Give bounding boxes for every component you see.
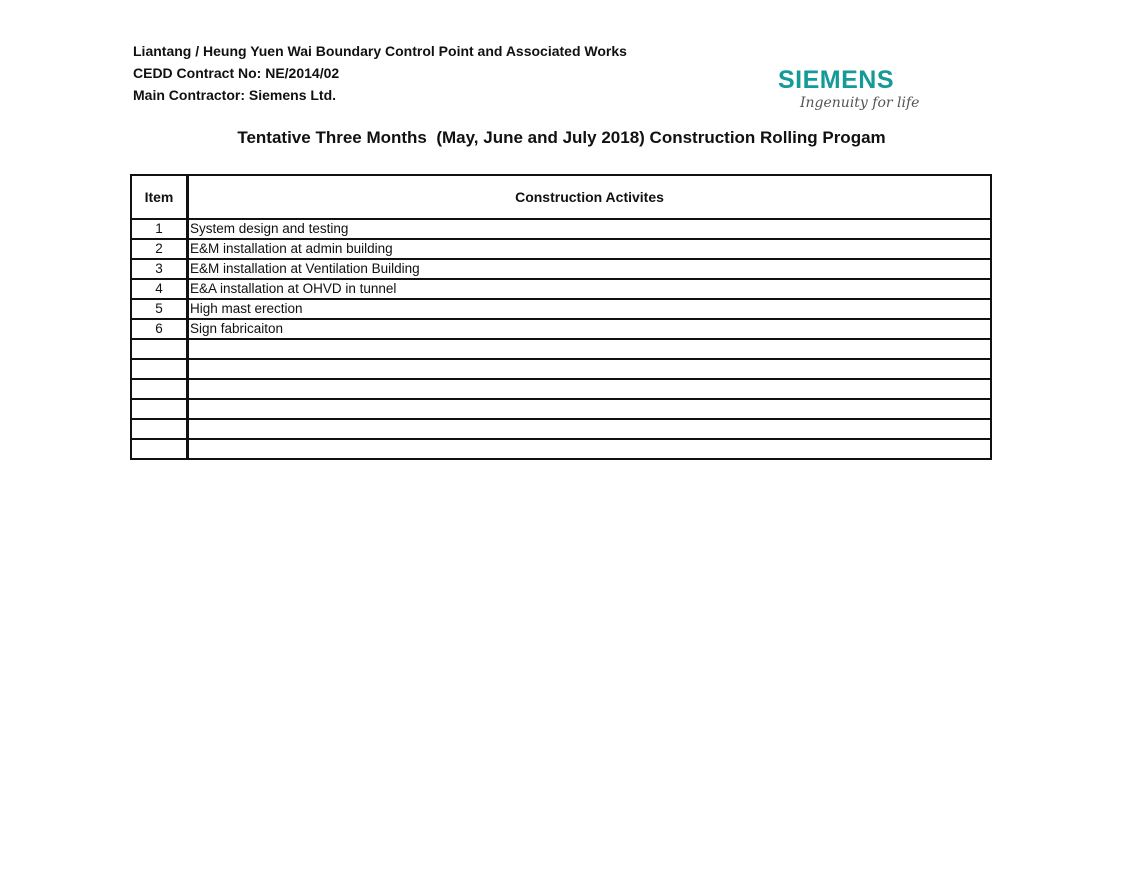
item-number: 3	[131, 259, 188, 279]
table-row	[131, 299, 991, 319]
table-row	[131, 419, 991, 439]
activity-description	[188, 399, 992, 419]
activity-description	[188, 419, 992, 439]
activity-description	[188, 379, 992, 399]
item-number: 4	[131, 279, 188, 299]
table-header-row	[131, 175, 991, 219]
logo-wordmark: SIEMENS	[778, 66, 895, 94]
page-title-text: Tentative Three Months (May, June and July 2018) Construction Rolling Progam	[237, 128, 886, 147]
table-row	[131, 379, 991, 399]
main-contractor: Main Contractor: Siemens Ltd.	[133, 87, 337, 103]
page-title	[0, 128, 1123, 148]
activity-description	[188, 359, 992, 379]
activity-description	[188, 339, 992, 359]
item-number	[131, 439, 188, 459]
activities-table	[130, 174, 992, 460]
table-row	[131, 259, 991, 279]
table-row	[131, 319, 991, 339]
table-row	[131, 239, 991, 259]
activity-description	[188, 439, 992, 459]
contract-number: CEDD Contract No: NE/2014/02	[133, 65, 340, 81]
item-number	[131, 359, 188, 379]
column-header-item: Item	[131, 175, 188, 219]
table-row	[131, 399, 991, 419]
activity-description: E&M installation at admin building	[188, 239, 992, 259]
activity-description: E&M installation at Ventilation Building	[188, 259, 992, 279]
item-number: 5	[131, 299, 188, 319]
activity-description: System design and testing	[188, 219, 992, 239]
table-row	[131, 339, 991, 359]
table-row	[131, 439, 991, 459]
table-row	[131, 359, 991, 379]
activity-description: Sign fabricaiton	[188, 319, 992, 339]
item-number: 1	[131, 219, 188, 239]
table-row	[131, 279, 991, 299]
project-name: Liantang / Heung Yuen Wai Boundary Control Point and Associated Works	[133, 43, 627, 59]
item-number	[131, 419, 188, 439]
activity-description: High mast erection	[188, 299, 992, 319]
siemens-logo	[778, 66, 918, 122]
item-number	[131, 379, 188, 399]
item-number	[131, 399, 188, 419]
item-number: 2	[131, 239, 188, 259]
item-number: 6	[131, 319, 188, 339]
activity-description: E&A installation at OHVD in tunnel	[188, 279, 992, 299]
logo-tagline: Ingenuity for life	[800, 95, 920, 111]
document-header	[133, 40, 627, 106]
table-row	[131, 219, 991, 239]
item-number	[131, 339, 188, 359]
column-header-activities: Construction Activites	[188, 175, 992, 219]
